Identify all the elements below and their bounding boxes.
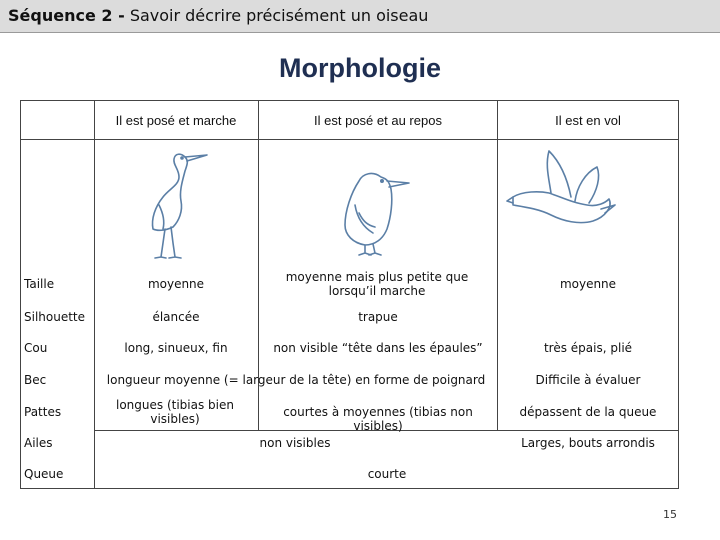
table-header-divider — [20, 139, 679, 140]
heron-flying-icon — [505, 145, 620, 235]
cell-bec-marche-repos: longueur moyenne (= largeur de la tête) en forme de poignard — [106, 373, 486, 387]
sequence-label: Séquence 2 - — [8, 6, 125, 25]
page-title: Morphologie — [279, 53, 441, 83]
cell-queue-all: courte — [367, 467, 407, 481]
header-bar — [0, 0, 720, 33]
row-label-pattes: Pattes — [24, 405, 62, 419]
table-border-top — [20, 100, 679, 101]
cell-pattes-vol: dépassent de la queue — [519, 405, 657, 419]
row-label-silhouette: Silhouette — [24, 310, 86, 324]
column-header-vol: Il est en vol — [555, 113, 621, 128]
row-label-bec: Bec — [24, 373, 47, 387]
row-label-queue: Queue — [24, 467, 64, 481]
cell-cou-vol: très épais, plié — [543, 341, 633, 355]
column-header-marche: Il est posé et marche — [115, 113, 237, 128]
sequence-title: Savoir décrire précisément un oiseau — [129, 6, 429, 25]
row-label-cou: Cou — [24, 341, 48, 355]
cell-taille-repos: moyenne mais plus petite que lorsqu’il marche — [285, 270, 469, 299]
table-border-left — [20, 100, 21, 489]
heron-walking-icon — [135, 145, 215, 260]
cell-pattes-marche: longues (tibias bien visibles) — [116, 398, 234, 427]
table-border-col3 — [497, 100, 498, 430]
heron-resting-icon — [335, 165, 415, 260]
cell-ailes-vol: Larges, bouts arrondis — [521, 436, 655, 450]
cell-silhouette-marche: élancée — [152, 310, 200, 324]
cell-bec-vol: Difficile à évaluer — [535, 373, 641, 387]
cell-taille-marche: moyenne — [147, 277, 205, 291]
column-header-repos: Il est posé et au repos — [314, 113, 442, 128]
cell-silhouette-repos: trapue — [358, 310, 398, 324]
cell-pattes-repos: courtes à moyennes (tibias non visibles) — [283, 405, 473, 434]
row-label-ailes: Ailes — [24, 436, 53, 450]
cell-taille-vol: moyenne — [559, 277, 617, 291]
page-number: 15 — [663, 508, 677, 521]
row-label-taille: Taille — [24, 277, 55, 291]
cell-cou-marche: long, sinueux, fin — [124, 341, 228, 355]
header-title — [8, 6, 428, 25]
cell-ailes-marche-repos: non visibles — [259, 436, 331, 450]
cell-cou-repos: non visible “tête dans les épaules” — [273, 341, 483, 355]
table-border-bottom — [20, 488, 679, 489]
